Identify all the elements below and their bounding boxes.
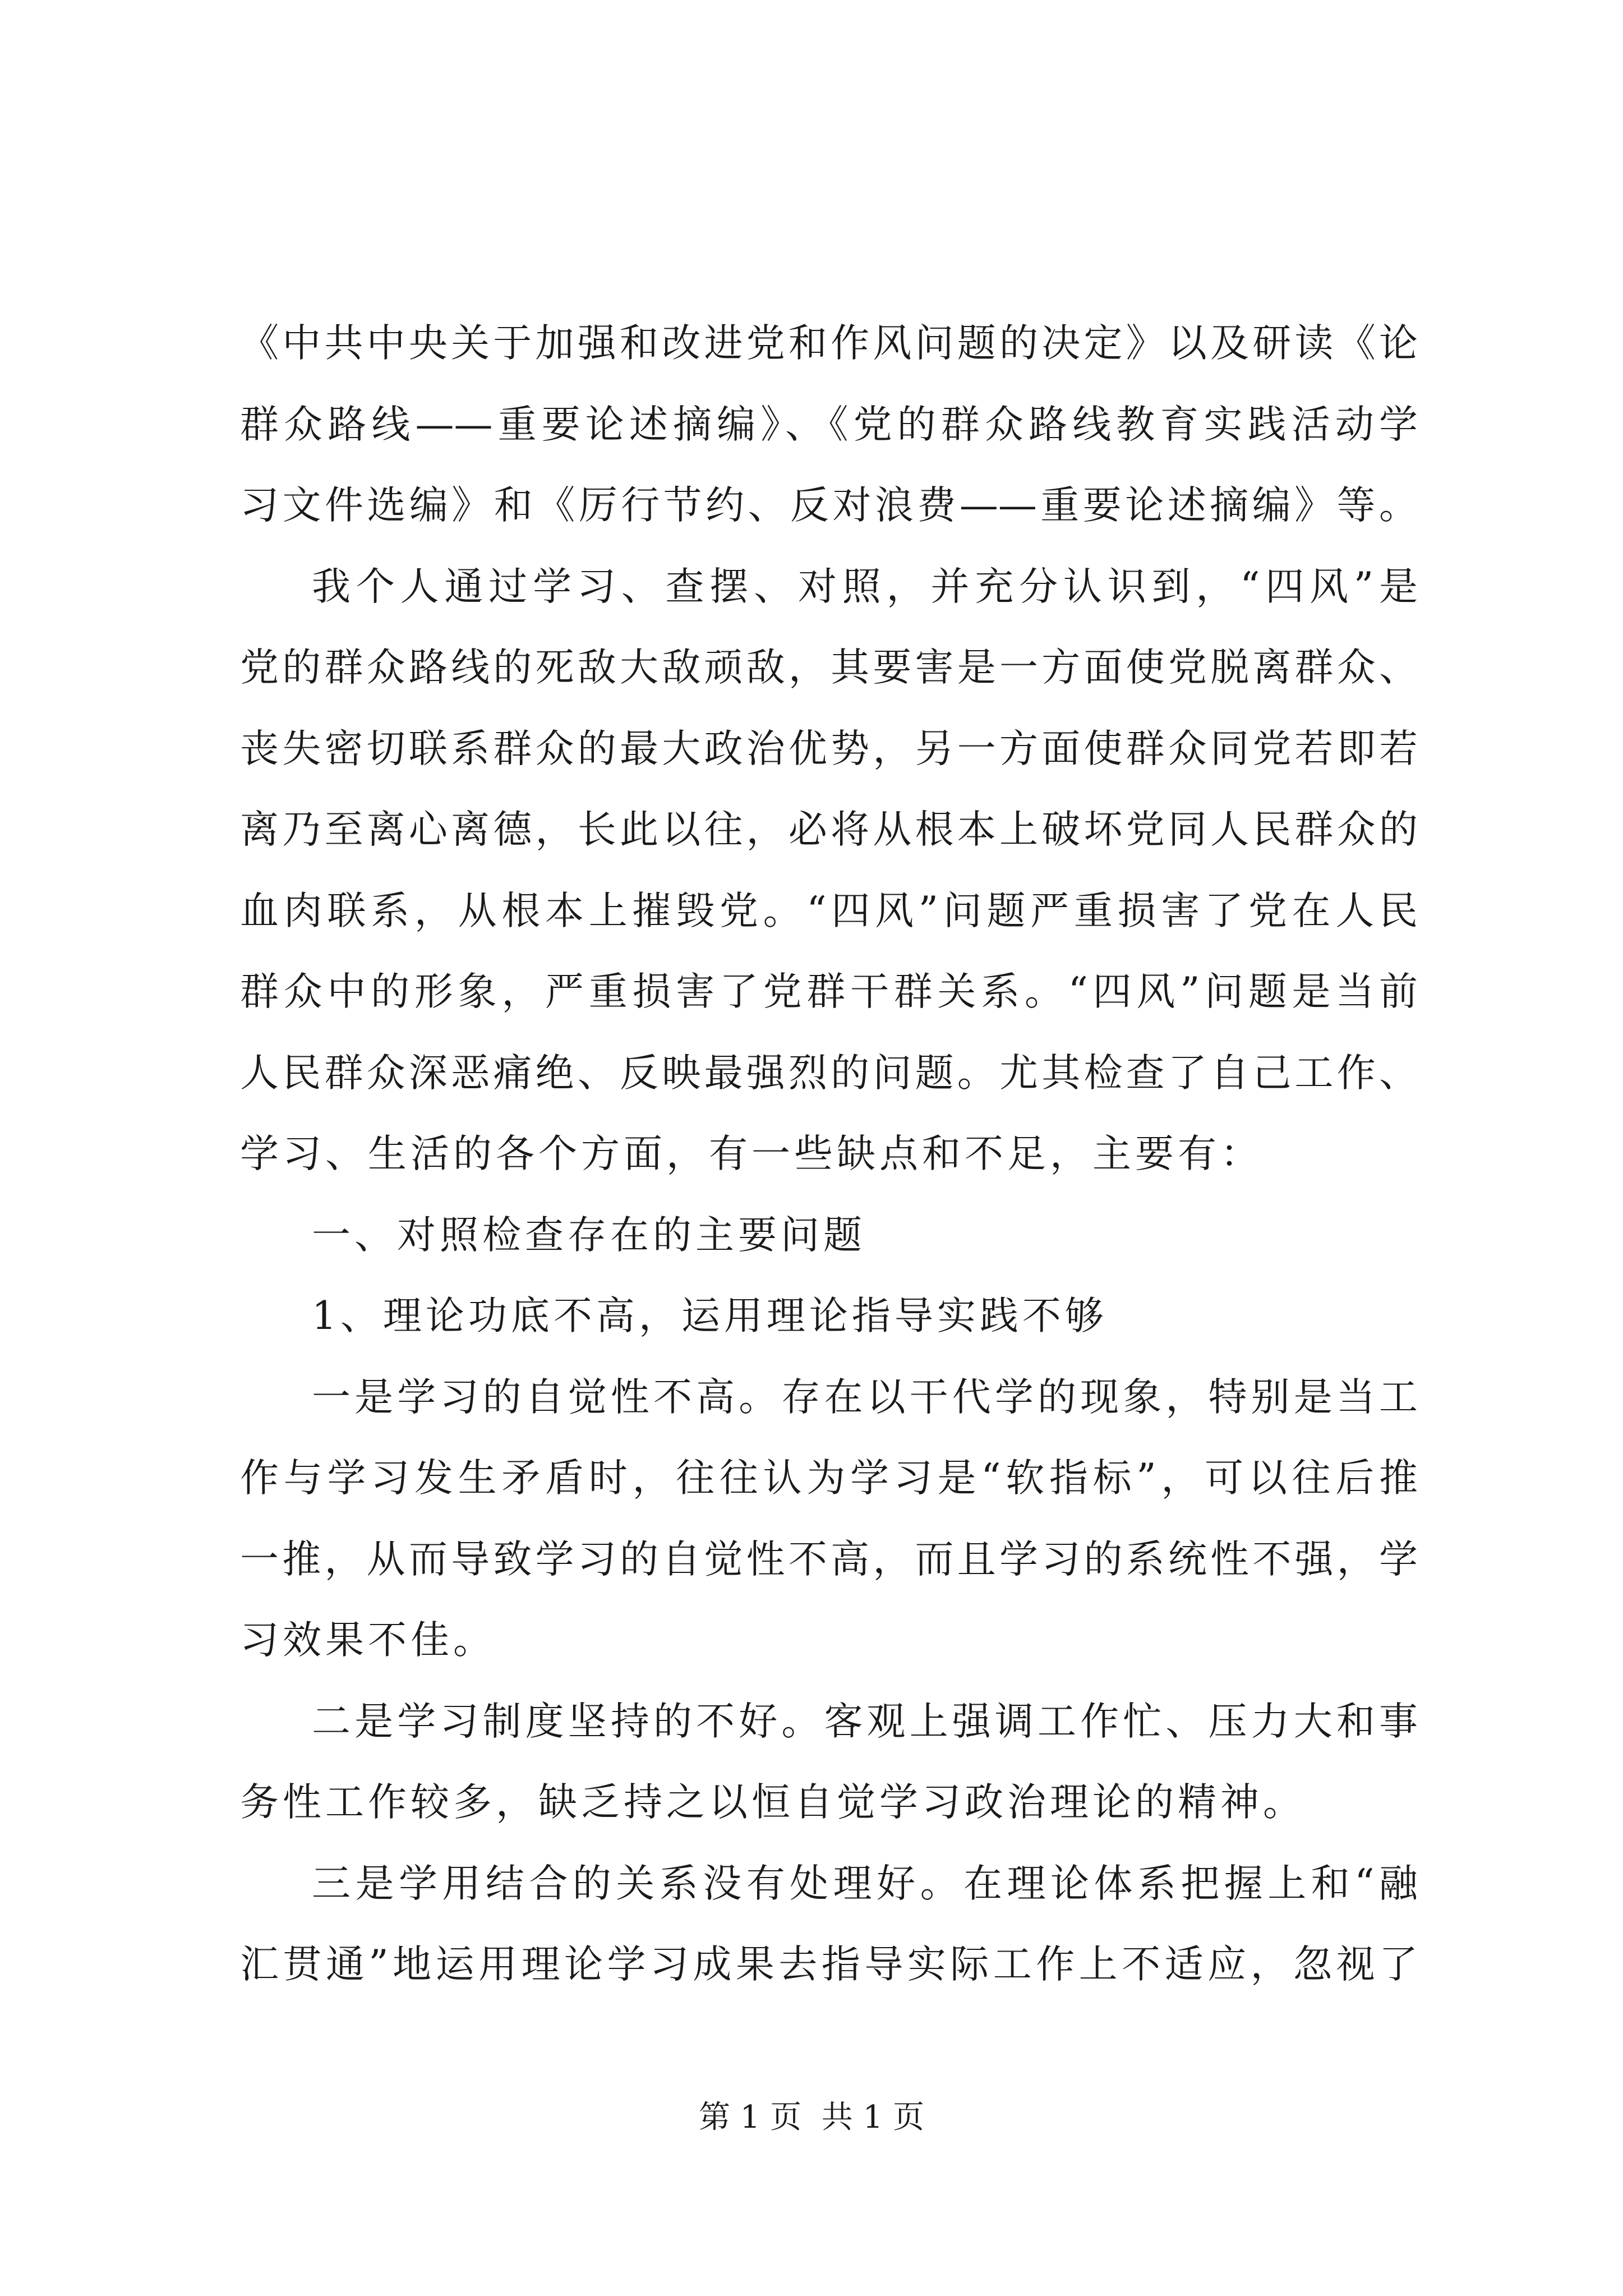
page-footer: 第 1 页 共 1 页 [698, 2099, 925, 2136]
text-line: 《中共中央关于加强和改进党和作风问题的决定》以及研读《论 [240, 321, 1418, 366]
text-line: 汇贯通”地运用理论学习成果去指导实际工作上不适应，忽视了 [240, 1942, 1418, 1987]
text-line: 人民群众深恶痛绝、反映最强烈的问题。尤其检查了自己工作、 [240, 1050, 1418, 1096]
text-line: 丧失密切联系群众的最大政治优势，另一方面使群众同党若即若 [240, 726, 1418, 771]
text-line: 一是学习的自觉性不高。存在以干代学的现象，特别是当工 [312, 1374, 1418, 1420]
text-line: 习文件选编》和《厉行节约、反对浪费——重要论述摘编》等。 [240, 483, 1418, 528]
text-line: 党的群众路线的死敌大敌顽敌，其要害是一方面使党脱离群众、 [240, 645, 1418, 690]
text-line: 群众中的形象，严重损害了党群干群关系。“四风”问题是当前 [240, 969, 1418, 1014]
text-line: 务性工作较多，缺乏持之以恒自觉学习政治理论的精神。 [240, 1780, 1306, 1825]
section-heading: 一、对照检查存在的主要问题 [312, 1212, 866, 1258]
text-line: 习效果不佳。 [240, 1618, 496, 1663]
text-line: 一推，从而导致学习的自觉性不高，而且学习的系统性不强，学 [240, 1536, 1418, 1582]
text-line: 学习、生活的各个方面，有一些缺点和不足，主要有： [240, 1131, 1263, 1176]
document-body [240, 303, 1418, 2005]
text-line: 三是学用结合的关系没有处理好。在理论体系把握上和“融 [312, 1861, 1418, 1906]
subsection-heading: 1、理论功底不高，运用理论指导实践不够 [312, 1294, 1108, 1338]
text-line: 作与学习发生矛盾时，往往认为学习是“软指标”，可以往后推 [240, 1456, 1418, 1501]
text-line: 离乃至离心离德，长此以往，必将从根本上破坏党同人民群众的 [240, 807, 1418, 852]
text-line: 血肉联系，从根本上摧毁党。“四风”问题严重损害了党在人民 [240, 888, 1418, 933]
text-line: 二是学习制度坚持的不好。客观上强调工作忙、压力大和事 [312, 1699, 1418, 1744]
text-line: 群众路线——重要论述摘编》、《党的群众路线教育实践活动学 [240, 402, 1418, 447]
text-line: 我个人通过学习、查摆、对照，并充分认识到，“四风”是 [312, 564, 1418, 609]
